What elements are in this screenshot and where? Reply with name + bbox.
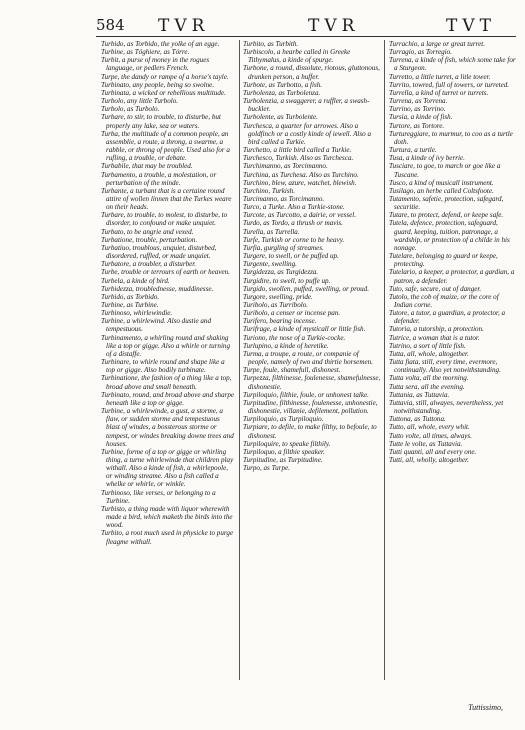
dictionary-entry: Turrella, a kind of turret or turrets. bbox=[389, 88, 489, 97]
dictionary-entry: Tutelare, belonging to guard or keepe, protecting. bbox=[389, 252, 498, 269]
dictionary-entry: Turretto, a little turret, a litle tower. bbox=[389, 72, 491, 81]
dictionary-entry: Turma, a troupe, a route, or companie of people, namely of two and thirtie horsemen. bbox=[243, 349, 373, 367]
dictionary-entry: Turcote, as Turcotto, a dairie, or vessel. bbox=[243, 211, 356, 220]
dictionary-entry: Turcimanno, as Torcimanno. bbox=[243, 194, 325, 203]
column-divider bbox=[384, 40, 385, 680]
dictionary-entry: Turbinamento, a whirling round and shaking like a top or gigge. Also a whirle or turning of a distaffe. bbox=[101, 333, 231, 358]
dictionary-entry: Turrena, a kinde of fish, which some take for a Sturgeon. bbox=[389, 56, 516, 73]
dictionary-entry: Turbidezza, troublednesse, muddinesse. bbox=[101, 284, 214, 293]
dictionary-entry: Tursia, a kinde of fish. bbox=[389, 113, 453, 122]
dictionary-entry: Turbinato, round, and broad above and sharpe beneath like a top or gigge. bbox=[101, 390, 235, 407]
dictionary-entry: Turchino, Turkish. bbox=[243, 186, 295, 195]
dictionary-entry: Turbolo, as Turbolo. bbox=[101, 105, 160, 114]
dictionary-entry: Turbine, as Tóghiere, as Tórre. bbox=[101, 48, 190, 57]
running-headword-right: TVT bbox=[446, 16, 496, 36]
dictionary-entry: Turpitudine, filthinesse, foulenesse, unhonestie, dishonestie, villanie, defilement, pollution. bbox=[243, 398, 378, 416]
dictionary-entry: Turchesco, Turkish. Also as Turchesca. bbox=[243, 154, 354, 163]
dictionary-entry: Turibolo, as Turribolo. bbox=[243, 301, 309, 309]
dictionary-entry: Turbatione, trouble, perturbation. bbox=[101, 235, 198, 244]
dictionary-entry: Tutelario, a keeper, a protector, a gardian, a patron, a defender. bbox=[389, 268, 515, 285]
dictionary-entry: Turbe, trouble or terrours of earth or heaven. bbox=[101, 268, 230, 277]
dictionary-entry: Tutamento, safetie, protection, safegard, securitie. bbox=[389, 194, 504, 212]
dictionary-entry: Turrachio, a large or great turret. bbox=[389, 40, 485, 48]
dictionary-entry: Turpezza, filthinesse, foulenesse, shamefulnesse, dishonestie. bbox=[243, 374, 381, 391]
dictionary-entry: Turpiloquire, to speake filthily. bbox=[243, 439, 331, 448]
dictionary-entry: Turchetto, a little bird called a Turkie. bbox=[243, 146, 352, 155]
dictionary-entry: Turrino, as Torrino. bbox=[389, 105, 446, 114]
dictionary-entry: Turrito, towred, full of towers, or turreted. bbox=[389, 80, 510, 89]
dictionary-entry: Turbinata, a wicked or rebellious multitude. bbox=[101, 88, 226, 97]
dictionary-entry: Turpiloquio, filthie, foule, or unhonest talke. bbox=[243, 390, 369, 399]
dictionary-entry: Turgere, to swell, or be puffed up. bbox=[243, 252, 339, 261]
dictionary-entry: Turbinoso, whirlewindie. bbox=[101, 309, 173, 318]
dictionary-entry: Tutolo, the cob of maize, or the core of Indian corne. bbox=[389, 292, 499, 309]
dictionary-entry: Tusciare, to goe, to march or goe like a Tuscane. bbox=[389, 162, 501, 179]
running-headword-center: TVR bbox=[308, 16, 360, 36]
dictionary-entry: Turtore, as Tortore. bbox=[389, 121, 445, 130]
dictionary-entry: Tutta fiata, still, every time, evermore, continually. Also yet notwithstanding. bbox=[389, 358, 501, 375]
dictionary-entry: Turpe, foule, shamefull, dishonest. bbox=[243, 366, 341, 375]
dictionary-entry: Turragio, as Torregio. bbox=[389, 48, 452, 57]
dictionary-entry: Turbinatione, the fashion of a thing like a top, broad above and small beneath. bbox=[101, 374, 232, 391]
dictionary-entry: Turbito, a root much used in physicke to purge fleagme withall. bbox=[101, 529, 234, 546]
dictionary-entry: Turpe, the dandy or rampe of a horse's tayle. bbox=[101, 72, 229, 81]
dictionary-entry: Turbine, a whirlewind. Also dustie and tempestuous. bbox=[101, 317, 212, 334]
dictionary-entry: Turbabile, that may be troubled. bbox=[101, 162, 193, 171]
dictionary-entry: Turbamento, a trouble, a molestation, or perturbation of the minde. bbox=[101, 170, 217, 187]
dictionary-entry: Turbante, a turbant that is a certaine round attire of wollen linnen that the Turkes weare on their heads. bbox=[101, 186, 232, 212]
dictionary-entry: Tusilago, an herbe called Coltsfoote. bbox=[389, 186, 494, 195]
dictionary-entry: Turifrage, a kinde of mysticall or little fish. bbox=[243, 325, 366, 334]
dictionary-entry: Turbare, to stir, to trouble, to disturbe, but properly any lake, sea or waters. bbox=[101, 113, 221, 130]
dictionary-entry: Tutta sera, all the evening. bbox=[389, 382, 465, 391]
dictionary-entry: Turbinare, to whirle round and shape like a top or gigge. Also bodily turbinate. bbox=[101, 358, 225, 375]
column-2 bbox=[243, 40, 381, 472]
dictionary-entry: Turbiscolo, a hearbe called in Greeke Tithymalus, a kinde of spurge. bbox=[243, 48, 351, 65]
page-number: 584 bbox=[96, 16, 125, 34]
dictionary-entry: Tutti, all, wholly, altogether. bbox=[389, 455, 469, 464]
dictionary-entry: Tutrino, a sort of little fish. bbox=[389, 341, 466, 350]
dictionary-entry: Turgore, swelling, pride. bbox=[243, 292, 313, 301]
dictionary-entry: Turbisto, a thing made with liquor wherewith made a bird, which maketh the birds into the wood. bbox=[101, 504, 233, 530]
dictionary-entry: Tutore, a tutor, a guardian, a protector, a defender. bbox=[389, 309, 506, 326]
dictionary-entry: Tutte le volte, as Tuttavia. bbox=[389, 439, 463, 448]
dictionary-entry: Turbine, forme of a top or gigge or whirling thing, a turne whirlewinde that children play withall. Also a kinde of fish, a whirlepoole, or winding streame. Also a fish called a whelke or whirle, or winkle. bbox=[101, 447, 234, 489]
dictionary-entry: Tutta volta, all the morning. bbox=[389, 374, 469, 383]
dictionary-entry: Turbito, as Turbith. bbox=[243, 40, 299, 48]
dictionary-entry: Turbolenza, as Turbolenza. bbox=[243, 88, 321, 97]
dictionary-entry: Turbido, as Torbido. bbox=[101, 292, 160, 301]
dictionary-entry: Turpiloquo, a filthie speaker. bbox=[243, 447, 325, 456]
dictionary-entry: Tuto, safe, secure, out of danger. bbox=[389, 284, 482, 293]
dictionary-entry: Turchimanno, as Torcimanno. bbox=[243, 162, 328, 171]
dictionary-entry: Turfe, Turkish or corne to be heavy. bbox=[243, 235, 345, 244]
dictionary-entry: Turbato, to be angrie and vexed. bbox=[101, 227, 194, 236]
dictionary-entry: Tutta, all, whole, altogether. bbox=[389, 349, 469, 358]
dictionary-entry: Turbone, a round, dissolute, riotous, gluttonous, drunken person, a huffer. bbox=[243, 64, 380, 81]
dictionary-entry: Turbote, as Turbotto, a fish. bbox=[243, 80, 323, 89]
column-3 bbox=[389, 40, 518, 464]
dictionary-entry: Turbatiuo, troublous, unquiet, disturbed, disordered, ruffled, or made unquiet. bbox=[101, 243, 217, 261]
dictionary-entry: Tutela, defence, protection, safeguard, guard, keeping, tuition, patronage, a wardship, or protection of a childe in his nonage. bbox=[389, 219, 510, 252]
dictionary-entry: Turchina, as Turchesa. Also as Turchino. bbox=[243, 170, 359, 179]
catchword: Tuttissimo, bbox=[468, 703, 503, 712]
dictionary-entry: Turbolenzia, a swaggerer, a ruffler, a swash-buckler. bbox=[243, 97, 370, 114]
dictionary-entry: Tuttona, as Tuttona. bbox=[389, 415, 446, 424]
dictionary-entry: Turfia, gurgling of streames. bbox=[243, 243, 324, 252]
dictionary-entry: Turlupino, a kinde of heretike. bbox=[243, 341, 329, 350]
dictionary-entry: Tuttania, as Tuttavia. bbox=[389, 390, 450, 399]
dictionary-entry: Turbinato, any people, being so swolne. bbox=[101, 80, 215, 89]
header-rule bbox=[96, 36, 516, 37]
dictionary-entry: Turbinoso, like verses, or belonging to a Turbine. bbox=[101, 488, 216, 505]
dictionary-entry: Tutto, all, whole, every whit. bbox=[389, 423, 470, 432]
dictionary-entry: Turbare, to trouble, to molest, to disturbe, to disorder, to confound or make unquiet. bbox=[101, 211, 228, 228]
dictionary-entry: Turba, the multitude of a common people, an assemblie, a route, a throng, a swarme, a rabble, or throng of people. Used also for a rufling, a trouble, or debate. bbox=[101, 129, 230, 163]
dictionary-entry: Turgente, swelling. bbox=[243, 260, 297, 269]
column-divider bbox=[239, 40, 240, 680]
dictionary-entry: Turpiare, to defile, to make filthy, to befoule, to dishonest. bbox=[243, 423, 377, 440]
dictionary-entry: Turchesca, a quarter for arrowes. Also a goldfinch or a costly kinde of iewell. Also a bird called a Turkie. bbox=[243, 121, 372, 146]
dictionary-entry: Turbatore, a troubler, a disturber. bbox=[101, 260, 197, 269]
dictionary-entry: Tusa, a kinde of ivy berrie. bbox=[389, 154, 465, 163]
dictionary-entry: Turco, a Turke. Also a Turkie-stone. bbox=[243, 203, 345, 212]
dictionary-entry: Turpitudine, as Turpitudine. bbox=[243, 455, 323, 464]
dictionary-entry: Turifero, bearing incense. bbox=[243, 317, 317, 326]
dictionary-entry: Turtureggiare, to murmur, to coo as a turtle doth. bbox=[389, 129, 513, 146]
dictionary-entry: Turbela, a kinde of bird. bbox=[101, 276, 170, 285]
dictionary-entry: Turdo, as Tordo, a thrush or mavis. bbox=[243, 219, 343, 228]
dictionary-entry: Turbolente, as Turbolente. bbox=[243, 113, 318, 122]
dictionary-entry: Tutrice, a woman that is a tutor. bbox=[389, 333, 480, 342]
dictionary-entry: Turbolo, any little Turbolo. bbox=[101, 97, 179, 106]
dictionary-entry: Turibolo, a censer or incense pan. bbox=[243, 309, 341, 318]
dictionary-entry: Tutti quanti, all and every one. bbox=[389, 447, 477, 456]
dictionary-entry: Turtura, a turtle. bbox=[389, 146, 437, 155]
dictionary-entry: Turella, as Turrella. bbox=[243, 227, 300, 236]
dictionary-entry: Turbit, a purse of money in the rogues language, or pedlers French. bbox=[101, 56, 210, 73]
dictionary-entry: Turrena, as Torrena. bbox=[389, 97, 448, 106]
dictionary-entry: Turiono, the nose of a Turkie-cocke. bbox=[243, 333, 346, 342]
dictionary-entry: Turgidezza, as Turgidezza. bbox=[243, 268, 319, 277]
dictionary-entry: Turbine, as Turbine. bbox=[101, 301, 159, 309]
page-header bbox=[96, 16, 514, 38]
running-headword-left: TVR bbox=[158, 16, 210, 36]
dictionary-entry: Turgido, swollen, puffed, swelling, or proud. bbox=[243, 284, 369, 293]
dictionary-entry: Turgidire, to swell, to puffe up. bbox=[243, 276, 331, 285]
dictionary-entry: Turbido, as Torbido, the yolke of an egge. bbox=[101, 40, 220, 48]
dictionary-entry: Tuttavia, still, alwayes, nevertheless, yet notwithstanding. bbox=[389, 398, 504, 416]
dictionary-entry: Turpo, as Turpe. bbox=[243, 464, 290, 473]
dictionary-entry: Tutoria, a tutorship, a protection. bbox=[389, 325, 484, 334]
dictionary-entry: Tutare, to protect, defend, or keepe safe. bbox=[389, 211, 504, 220]
dictionary-entry: Turbine, a whirlewinde, a gust, a storme, a flaw, or sudden storme and tempestuous blast of windes, a bossterous storme or tempest, or windes breaking downe trees and houses. bbox=[101, 407, 234, 448]
dictionary-entry: Tutto volte, all times, always. bbox=[389, 431, 472, 440]
dictionary-entry: Turchino, blew, azure, watchet, blewish. bbox=[243, 178, 357, 187]
column-1 bbox=[101, 40, 235, 546]
dictionary-entry: Tusco, a kind of musicall instrument. bbox=[389, 178, 494, 187]
dictionary-entry: Turpiloquio, as Turpiloquio. bbox=[243, 415, 324, 424]
